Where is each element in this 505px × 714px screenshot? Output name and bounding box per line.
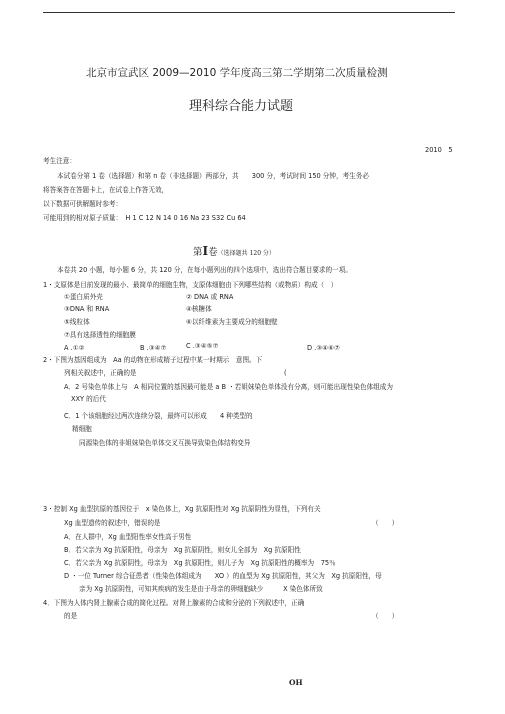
- answer-paren: （ ）: [372, 612, 399, 620]
- answer-choice: D .③④⑥⑦: [307, 344, 340, 352]
- question-stem: 2・下图为基因组成为 Aa 的动物在形成精子过程中某一时期示 意图。下: [43, 356, 263, 364]
- option-item: 亲为 Xg 抗原阴性，可知其疾病的发生是由于母亲的卵细胞缺少 X 染色体所致: [79, 585, 323, 593]
- atomic-mass-line: 可能用到的相对原子质量： H 1 C 12 N 14 0 16 Na 23 S32 Cu 64: [43, 214, 246, 222]
- header-title: 北京市宣武区 2009—2010 学年度高三第二学期第二次质量检测: [86, 67, 388, 79]
- option-item: XXY 的后代: [71, 395, 106, 403]
- notice-line: 将答案答在答题卡上，在试卷上作答无效，: [43, 186, 169, 194]
- answer-choice: A .①②: [64, 344, 85, 352]
- question-stem: 4．下图为人体内肾上腺素合成的简化过程。对肾上腺素的合成和分泌的下列叙述中，正确: [43, 599, 305, 607]
- footer-oh: OH: [289, 678, 303, 687]
- option-item: D ・一位 Turner 综合征患者（性染色体组成为 XO ）的血型为 Xg 抗原阳性，其父为 Xg 抗原阳性，母: [64, 572, 382, 580]
- top-rule: [43, 12, 455, 13]
- section-heading: 第I卷（选择题共 120 分）: [193, 244, 275, 258]
- option-item: B．若父亲为 Xg 抗原阳性，母亲为 Xg 抗原阴性，则女儿全部为 Xg 抗原阳性: [64, 546, 301, 554]
- option-item: ⑤线粒体: [64, 318, 90, 326]
- option-item: C．若父亲为 Xg 抗原阴性，母亲为 Xg 抗原阳性，则儿子为 Xg 抗原阳性的概率为 75％: [64, 559, 336, 567]
- exam-date: 2010 5: [425, 146, 453, 154]
- option-item: ② DNA 或 RNA: [186, 293, 234, 301]
- question-stem: 1・支原体是目前发现的最小、最简单的细胞生物，支原体细胞由下列哪些结构（或物质）构成（ ）: [43, 281, 338, 289]
- option-item: A．2 号染色单体上与 A 相同位置的基因最可能是 a B ・若姐妹染色单体没有分离，则可能出现性染色体组成为: [64, 383, 393, 391]
- option-item: ③DNA 和 RNA: [64, 305, 110, 313]
- option-item: ⑦具有选择透性的细胞膜: [64, 331, 136, 339]
- answer-choice: C .③④⑤⑦: [186, 342, 219, 350]
- notice-heading: 考生注意：: [43, 157, 76, 165]
- answer-choice: B .③④⑦: [140, 344, 167, 352]
- question-stem: Xg 血型遗传的叙述中，错误的是: [64, 519, 161, 527]
- answer-paren: (: [284, 369, 287, 377]
- document-title: 理科综合能力试题: [189, 99, 294, 114]
- notice-line: 以下数据可供解题时参考：: [43, 200, 123, 208]
- section-intro: 本卷共 20 小题，每小题 6 分，共 120 分，在每小题列出的四个选项中，选出符合题目要求的一项。: [57, 266, 352, 274]
- answer-paren: （ ）: [372, 519, 399, 527]
- option-item: 同源染色体的非姐妹染色单体交叉互换导致染色体结构变异: [79, 439, 251, 447]
- option-item: ⑥以纤维素为主要成分的细胞壁: [186, 318, 278, 326]
- question-stem: 3・控制 Xg 血型抗原的基因位于 x 染色体上，Xg 抗原阳性对 Xg 抗原阴性为显性，下列有关: [43, 505, 321, 513]
- option-item: A．在人群中，Xg 血型阳性率女性高于男性: [64, 533, 192, 541]
- option-item: 精细胞: [72, 425, 92, 433]
- option-item: ④核糖体: [186, 305, 212, 313]
- question-stem: 列相关叙述中，正确的是: [64, 369, 137, 377]
- option-item: ①蛋白质外壳: [64, 293, 103, 301]
- option-item: C．1 个该细胞经过两次连续分裂，最终可以形成 4 种类型的: [64, 412, 253, 420]
- question-stem: 的是: [64, 612, 78, 620]
- notice-line: 本试卷分第 1 卷（选择题）和第 n 卷（非选择题）两部分，共 300 分，考试时间 150 分钟，考生务必: [57, 172, 369, 180]
